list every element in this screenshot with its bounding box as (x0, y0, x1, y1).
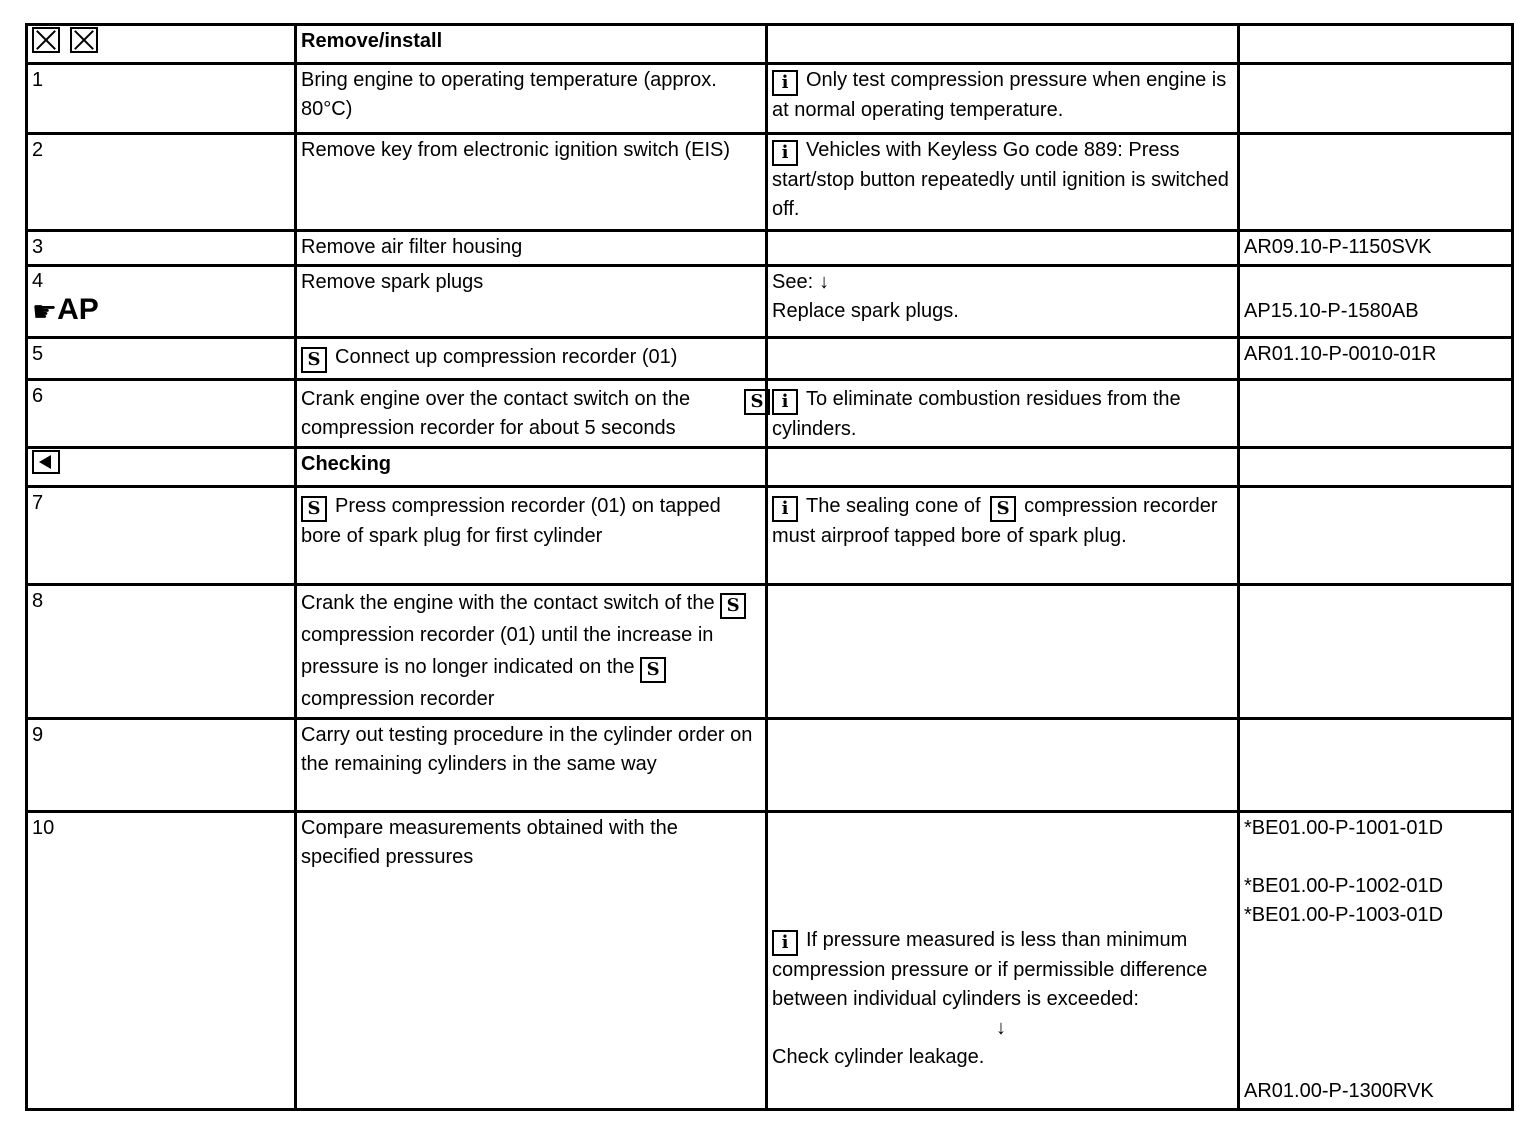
special-tool-icon[interactable]: S (301, 496, 327, 522)
pointing-hand-icon: ☛ (32, 296, 58, 327)
step-ref-link[interactable]: AR01.00-P-1300RVK (1244, 1080, 1434, 1102)
expand-icon[interactable] (32, 27, 60, 53)
special-tool-icon[interactable]: S (990, 496, 1016, 522)
down-arrow-icon[interactable]: ↓ (819, 271, 830, 293)
ap-indicator[interactable] (32, 294, 290, 329)
spec-ref[interactable]: *BE01.00-P-1003-01D (1244, 904, 1444, 926)
step-number: 4 (32, 270, 44, 292)
see-label: See: (772, 271, 814, 293)
collapse-icon[interactable] (70, 27, 98, 53)
spec-ref[interactable]: *BE01.00-P-1001-01D (1244, 817, 1444, 839)
checking-title: Checking (296, 448, 767, 487)
step-action: S Connect up compression recorder (01) (296, 338, 767, 380)
step-ref (1239, 719, 1513, 812)
step-note: i Only test compression pressure when engine is at normal operating temperature. (767, 64, 1239, 134)
step-number: 1 (27, 64, 296, 134)
step-ref[interactable]: AR01.10-P-0010-01R (1239, 338, 1513, 380)
step-action: Remove key from electronic ignition switch (EIS) (296, 134, 767, 231)
step-ref: AP15.10-P-1580AB (1239, 266, 1513, 338)
step-action: Remove spark plugs (296, 266, 767, 338)
step-note: i The sealing cone of S compression recorder must airproof tapped bore of spark plug. (767, 487, 1239, 585)
step-note: i Vehicles with Keyless Go code 889: Press start/stop button repeatedly until ignition is switched off. (767, 134, 1239, 231)
table-row (27, 266, 1513, 338)
table-row (27, 338, 1513, 380)
table-row (27, 585, 1513, 719)
step-action: Compare measurements obtained with the specified pressures (296, 812, 767, 1110)
step-note: S i To eliminate combustion residues from the cylinders. (767, 380, 1239, 448)
step-number: 8 (27, 585, 296, 719)
step-note (767, 266, 1239, 338)
step-note (767, 585, 1239, 719)
step-number-cell (27, 266, 296, 338)
step-ref (1239, 812, 1513, 1110)
step-note: i If pressure measured is less than minimum compression pressure or if permissible difference between individual cylinders is exceeded: ↓ Check cylinder leakage. (767, 812, 1239, 1110)
step-note (767, 338, 1239, 380)
special-tool-icon[interactable]: S (720, 593, 746, 619)
step-number: 6 (27, 380, 296, 448)
step-action: S Press compression recorder (01) on tapped bore of spark plug for first cylinder (296, 487, 767, 585)
step-number: 7 (27, 487, 296, 585)
table-row (27, 812, 1513, 1110)
header-icons-cell (27, 25, 296, 64)
step-action: Remove air filter housing (296, 231, 767, 266)
step-ref (1239, 134, 1513, 231)
step-action: Crank engine over the contact switch on the compression recorder for about 5 seconds (296, 380, 767, 448)
step-note (767, 719, 1239, 812)
step-ref (1239, 585, 1513, 719)
table-row (27, 231, 1513, 266)
step-ref (1239, 487, 1513, 585)
step-number: 5 (27, 338, 296, 380)
spec-ref[interactable]: *BE01.00-P-1002-01D (1244, 875, 1444, 897)
table-row (27, 64, 1513, 134)
step-number: 9 (27, 719, 296, 812)
checking-row (27, 448, 1513, 487)
info-icon[interactable]: i (772, 389, 798, 415)
step-number: 10 (27, 812, 296, 1110)
step-action: Carry out testing procedure in the cylinder order on the remaining cylinders in the same way (296, 719, 767, 812)
procedure-table (25, 23, 1514, 1111)
step-ref (1239, 380, 1513, 448)
header-title: Remove/install (296, 25, 767, 64)
table-row (27, 134, 1513, 231)
info-icon[interactable]: i (772, 496, 798, 522)
checking-icon-cell (27, 448, 296, 487)
step-note (767, 231, 1239, 266)
see-target[interactable]: Replace spark plugs. (772, 300, 959, 322)
step-action: Bring engine to operating temperature (approx. 80°C) (296, 64, 767, 134)
table-row (27, 719, 1513, 812)
see-target[interactable]: Check cylinder leakage. (772, 1046, 985, 1068)
step-action: Crank the engine with the contact switch of the Scompression recorder (01) until the increase in pressure is no longer indicated on the Scompression recorder (296, 585, 767, 719)
step-number: 2 (27, 134, 296, 231)
step-ref[interactable]: AR09.10-P-1150SVK (1239, 231, 1513, 266)
info-icon[interactable]: i (772, 930, 798, 956)
info-icon[interactable]: i (772, 70, 798, 96)
step-ref (1239, 64, 1513, 134)
special-tool-icon[interactable]: S (640, 657, 666, 683)
header-row (27, 25, 1513, 64)
table-row (27, 380, 1513, 448)
triangle-left-icon[interactable] (32, 450, 60, 474)
info-icon[interactable]: i (772, 140, 798, 166)
special-tool-icon[interactable]: S (744, 389, 770, 415)
step-number: 3 (27, 231, 296, 266)
table-row (27, 487, 1513, 585)
down-arrow-icon[interactable]: ↓ (996, 1017, 1006, 1039)
special-tool-icon[interactable]: S (301, 347, 327, 373)
ap-label: AP (57, 293, 99, 326)
